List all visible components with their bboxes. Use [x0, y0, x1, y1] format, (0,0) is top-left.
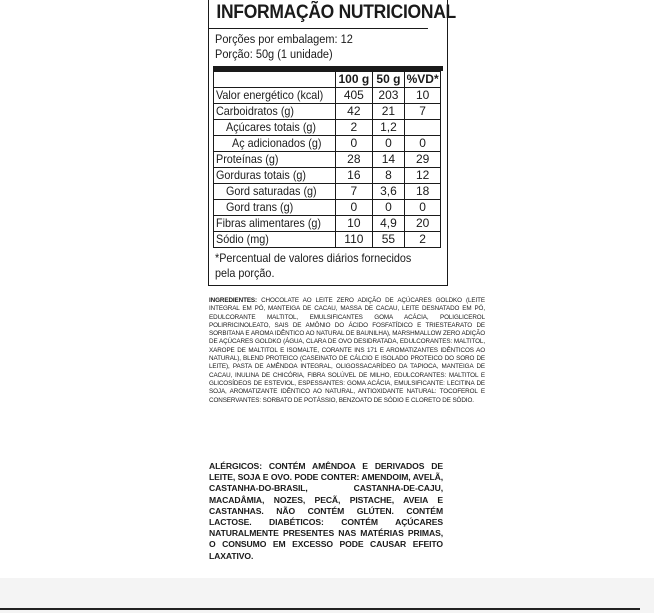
table-row [214, 120, 441, 136]
value-100g: 10 [336, 216, 372, 232]
table-row [214, 200, 441, 216]
value-dv: 2 [405, 232, 441, 248]
table-row [214, 168, 441, 184]
table-row [214, 216, 441, 232]
value-50g: 0 [372, 136, 405, 152]
value-dv: 12 [405, 168, 441, 184]
table-header-row [214, 72, 441, 88]
value-dv [405, 120, 441, 136]
value-dv: 10 [405, 88, 441, 104]
value-50g: 8 [372, 168, 405, 184]
table-row [214, 152, 441, 168]
ingredients-list: CHOCOLATE AO LEITE ZERO ADIÇÃO DE AÇÚCARES GOLDKO (LEITE INTEGRAL EM PÓ, MANTEIGA DE CACAU, MASSA DE CACAU, LEITE DESNATADO EM PÓ, EDULCORANTE MALTITOL, EMULSIFICANTES GOMA ACÁCIA, POLIGLICEROL POLIRRICINOLEATO, SAIS DE AMÔNIO DO ÁCIDO FOSFATÍDICO E TRIESTEARATO DE SORBITANA E AROMA IDÊNTICO AO NATURAL DE BAUNILHA), MARSHMALLOW ZERO ADIÇÃO DE AÇÚCARES GOLDKO (ÁGUA, CLARA DE OVO DESIDRATADA, EDULCORANTES: MALTITOL, XAROPE DE MALTITOL E ISOMALTE, CORANTE INS 171 E AROMATIZANTES IDÊNTICOS AO NATURAL), BLEND PROTEICO (CASEINATO DE CÁLCIO E ISOLADO PROTEICO DO SORO DE LEITE), PASTA DE AMÊNDOA INTEGRAL, OLIGOSSACARÍDEO DA TAPIOCA, MANTEIGA DE CACAU, INULINA DE CHICÓRIA, FIBRA SOLÚVEL DE MILHO, EDULCORANTES: MALTITOL E GLICOSÍDEOS DE ESTEVIOL, ESPESSANTES: GOMA ACÁCIA, EMULSIFICANTE: LECITINA DE SOJA, AROMATIZANTE IDÊNTICO AO NATURAL, ANTIOXIDANTE NATURAL: TOCOFEROL E CONSERVANTES: SORBATO DE POTÁSSIO, BENZOATO DE SÓDIO E CLORETO DE SÓDIO. [209, 297, 486, 404]
value-50g: 4,9 [372, 216, 405, 232]
serving-info [209, 29, 447, 62]
value-100g: 7 [336, 184, 372, 200]
ingredients-heading: INGREDIENTES: [209, 297, 258, 304]
value-100g: 0 [336, 200, 372, 216]
value-100g: 405 [336, 88, 372, 104]
value-50g: 21 [372, 104, 405, 120]
footnote-line-2: pela porção. [215, 266, 275, 280]
allergens-text: ALÉRGICOS: CONTÉM AMÊNDOA E DERIVADOS DE LEITE, SOJA E OVO. PODE CONTER: AMENDOIM, AVELÃ, CASTANHA-DO-BRASIL, CASTANHA-DE-CAJU, MACADÂMIA, NOZES, PECÃ, PISTACHE, AVEIA E CASTANHAS. NÃO CONTÉM GLÚTEN. CONTÉM LACTOSE. DIABÉTICOS: CONTÉM AÇÚCARES NATURALMENTE PRESENTES NAS MATÉRIAS PRIMAS, O CONSUMO EM EXCESSO PODE CAUSAR EFEITO LAXATIVO. [209, 461, 443, 561]
value-50g: 14 [372, 152, 405, 168]
value-50g: 3,6 [372, 184, 405, 200]
header-per-50g: 50 g [372, 72, 405, 88]
nutrition-label-title: INFORMAÇÃO NUTRICIONAL [209, 0, 428, 29]
nutrition-facts-label [208, 0, 456, 286]
nutrient-name: Valor energético (kcal) [214, 88, 336, 104]
nutrient-name: Proteínas (g) [214, 152, 336, 168]
table-row [214, 104, 441, 120]
value-50g: 1,2 [372, 120, 405, 136]
nutrient-name: Aç adicionados (g) [214, 136, 336, 152]
value-100g: 110 [336, 232, 372, 248]
value-dv: 20 [405, 216, 441, 232]
nutrient-name: Gorduras totais (g) [214, 168, 336, 184]
footnote-line-1: *Percentual de valores diários fornecidos [215, 251, 412, 265]
nutrient-name: Sódio (mg) [214, 232, 336, 248]
servings-per-pack: Porções por embalagem: 12 [215, 32, 353, 46]
header-daily-value: %VD* [406, 72, 439, 86]
value-50g: 55 [372, 232, 405, 248]
table-row [214, 184, 441, 200]
value-100g: 42 [336, 104, 372, 120]
value-50g: 203 [372, 88, 405, 104]
value-100g: 0 [336, 136, 372, 152]
value-dv: 7 [405, 104, 441, 120]
nutrient-name: Açúcares totais (g) [214, 120, 336, 136]
table-row [214, 232, 441, 248]
nutrient-name: Gord saturadas (g) [214, 184, 336, 200]
value-dv: 0 [405, 136, 441, 152]
serving-size: Porção: 50g (1 unidade) [215, 47, 333, 61]
header-per-100g: 100 g [336, 72, 372, 88]
table-row [214, 136, 441, 152]
value-100g: 28 [336, 152, 372, 168]
value-dv: 18 [405, 184, 441, 200]
value-100g: 2 [336, 120, 372, 136]
value-50g: 0 [372, 200, 405, 216]
nutrient-name: Gord trans (g) [214, 200, 336, 216]
ingredients-text [209, 297, 485, 405]
header-nutrient [214, 72, 336, 88]
nutrition-table [213, 71, 441, 248]
divider-line [0, 608, 640, 610]
nutrient-name: Fibras alimentares (g) [214, 216, 336, 232]
daily-value-footnote [209, 248, 447, 285]
nutrient-name: Carboidratos (g) [214, 104, 336, 120]
value-dv: 0 [405, 200, 441, 216]
table-row [214, 88, 441, 104]
value-dv: 29 [405, 152, 441, 168]
value-100g: 16 [336, 168, 372, 184]
